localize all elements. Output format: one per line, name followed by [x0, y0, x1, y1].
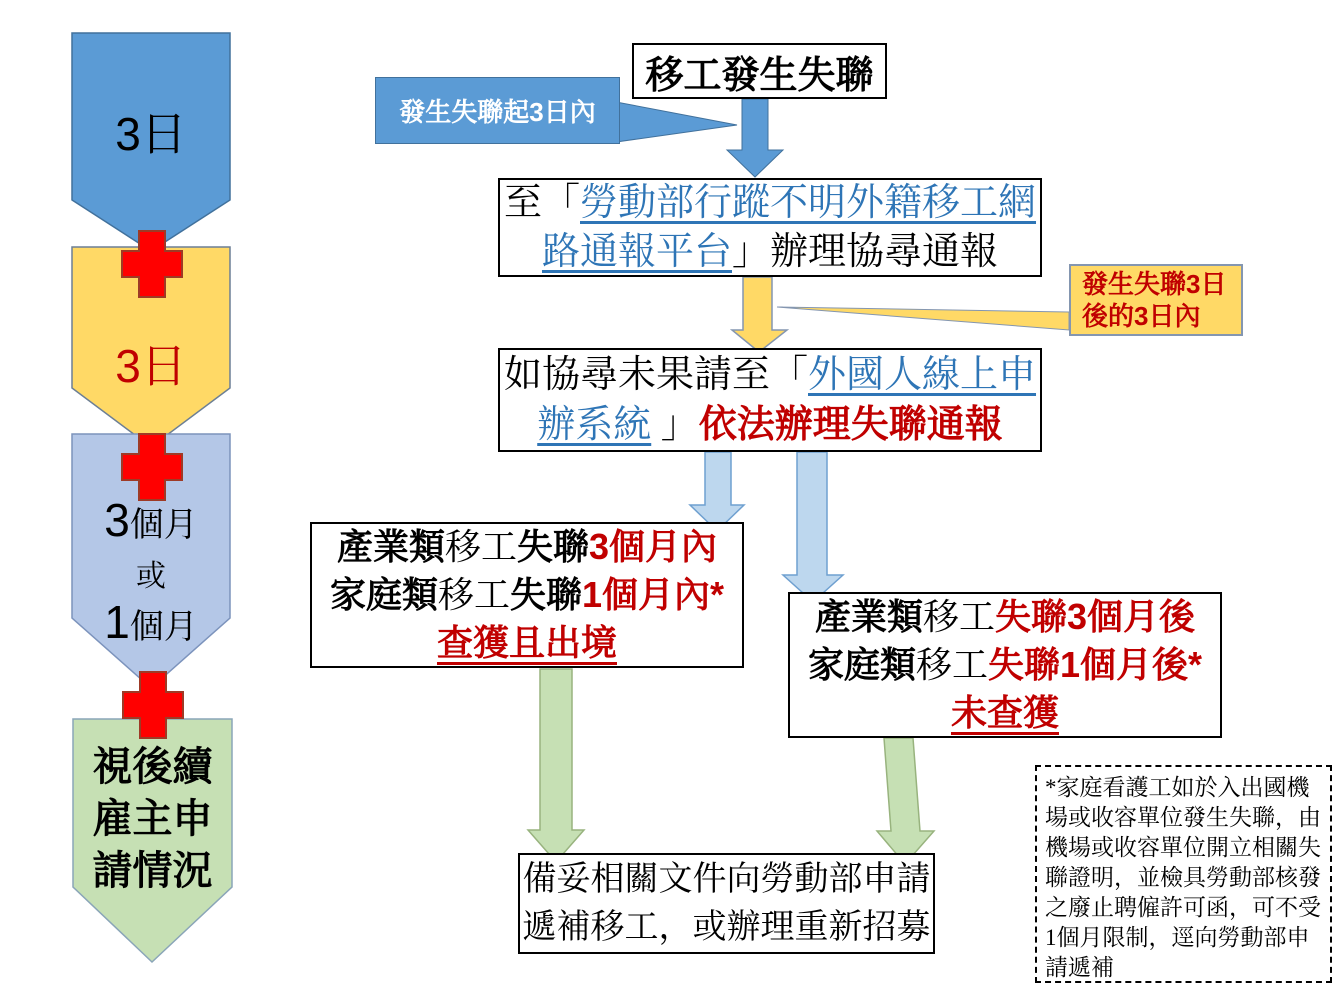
- notfound-l2-worker: 移工: [915, 645, 988, 685]
- flow-arrow-split-right: [783, 452, 843, 602]
- missing-report-prefix: 至「: [503, 181, 580, 224]
- start-box: [632, 43, 887, 99]
- notfound-l2-category: 家庭類: [807, 644, 916, 685]
- yellow-callout-line2: 後的3日內: [1082, 301, 1201, 331]
- missing-workers-platform-link-2[interactable]: 路通報平台: [541, 230, 732, 273]
- replacement-line1: 備妥相關文件向勞動部申請: [522, 860, 931, 898]
- flow-arrow-yellow-down: [732, 277, 787, 352]
- flow-arrow-green-left: [528, 669, 584, 862]
- foreigner-online-system-link[interactable]: 外國人線上申: [808, 354, 1037, 396]
- flow-arrow-blue-down: [727, 99, 783, 177]
- blue-callout: [375, 77, 620, 144]
- notfound-l1-worker: 移工: [922, 597, 995, 637]
- notfound-l1-status-period: 失聯3個月後: [995, 596, 1196, 637]
- replacement-box: [518, 853, 935, 954]
- flow-arrow-split-left: [690, 452, 744, 531]
- found-l1-period: 3個月內: [589, 526, 718, 567]
- timeline-step3-unit1: 個月: [129, 506, 198, 544]
- timeline-step3-num2: 1: [104, 596, 130, 648]
- found-case-box: [310, 522, 744, 668]
- timeline-step4-line3: 請情況: [92, 849, 213, 893]
- legal-report-emphasis: 依法辦理失聯通報: [698, 404, 1003, 446]
- flow-arrow-green-right: [877, 738, 934, 864]
- timeline-step4-label: [73, 741, 232, 897]
- timeline-step3-or: 或: [136, 560, 166, 593]
- yellow-callout-line1: 發生失聯3日: [1082, 269, 1227, 299]
- note-text: *家庭看護工如於入出國機場或收容單位發生失聯，由機場或收容單位開立相關失聯證明，並檢具勞動部核發之廢止聘僱許可函，可不受1個月限制，逕向勞動部申請遞補: [1045, 775, 1321, 980]
- timeline-step1-label: 3日: [115, 108, 187, 160]
- found-l1-category: 產業類: [336, 526, 445, 567]
- legal-report-box: [498, 348, 1042, 452]
- blue-callout-label: 發生失聯起3日內: [399, 97, 596, 127]
- timeline-step2-label: 3日: [115, 340, 187, 392]
- missing-report-suffix: 」辦理協尋通報: [732, 230, 999, 273]
- foreigner-online-system-link-2[interactable]: 辦系統: [537, 404, 652, 446]
- notfound-result: 未查獲: [950, 692, 1059, 733]
- missing-workers-platform-link[interactable]: 勞動部行蹤不明外籍移工網: [580, 181, 1037, 224]
- not-found-case-box: [788, 592, 1222, 738]
- blue-callout-pointer: [616, 102, 737, 142]
- legal-report-prefix: 如協尋未果請至「: [503, 354, 808, 396]
- timeline-step3-label: [72, 494, 230, 660]
- notfound-l1-category: 產業類: [814, 596, 923, 637]
- found-l1-status: 失聯: [516, 526, 589, 567]
- found-l2-status: 失聯: [509, 574, 582, 615]
- replacement-line2: 遞補移工，或辦理重新招募: [522, 908, 931, 946]
- yellow-callout-pointer: [777, 307, 1069, 330]
- timeline-step3-unit2: 個月: [129, 608, 198, 646]
- legal-report-bracket: 」: [651, 404, 699, 446]
- found-result: 查獲且出境: [436, 622, 617, 663]
- timeline-step4-line1: 視後續: [92, 745, 213, 789]
- found-l2-period: 1個月內*: [582, 574, 725, 615]
- yellow-callout: [1069, 264, 1243, 336]
- timeline-step3-num1: 3: [104, 494, 130, 546]
- found-l1-worker: 移工: [444, 527, 517, 567]
- notfound-l2-status-period: 失聯1個月後*: [987, 644, 1203, 685]
- found-l2-category: 家庭類: [329, 574, 438, 615]
- start-box-label: 移工發生失聯: [645, 54, 874, 97]
- missing-report-box: [498, 178, 1042, 277]
- found-l2-worker: 移工: [437, 575, 510, 615]
- note-box: [1035, 765, 1332, 983]
- timeline-step4-line2: 雇主申: [92, 797, 213, 841]
